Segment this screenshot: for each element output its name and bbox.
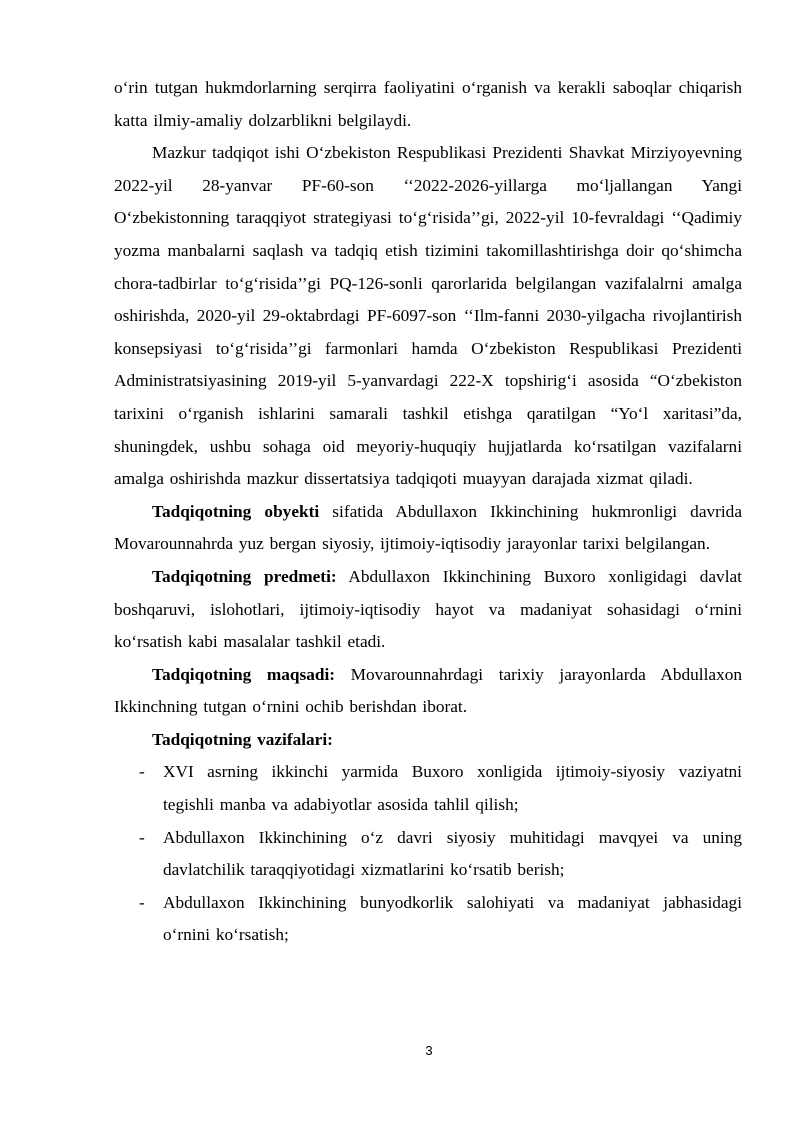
paragraph-research-object <box>114 496 742 561</box>
list-item-text: Abdullaxon Ikkinchining bunyodkorlik salohiyati va madaniyat jabhasidagi o‘rnini ko‘rsatish; <box>163 892 742 945</box>
document-body <box>114 72 742 952</box>
paragraph-text: sifatida Abdullaxon Ikkinchining hukmronligi davrida Movarounnahrda yuz bergan siyosiy, ijtimoiy-iqtisodiy jarayonlar tarixi belgilangan. <box>114 501 742 554</box>
paragraph-text: Mazkur tadqiqot ishi O‘zbekiston Respublikasi Prezidenti Shavkat Mirziyoyevning 2022-yil 28-yanvar PF-60-son ‘‘2022-2026-yillarga mo‘ljallangan Yangi O‘zbekistonning taraqqiyot strategiyasi to‘g‘risida’’gi, 2022-yil 10-fevraldagi ‘‘Qadimiy yozma manbalarni saqlash va tadqiq etish tizimini takomillashtirishga doir qo‘shimcha chora-tadbirlar to‘g‘risida’’gi PQ-126-sonli qarorlarida belgilangan vazifalalrni amalga oshirishda, 2020-yil 29-oktabrdagi PF-6097-son ‘‘Ilm-fanni 2030-yilgacha rivojlantirish konsepsiyasi to‘g‘risida’’gi farmonlari hamda O‘zbekiston Respublikasi Prezidenti Administratsiyasining 2019-yil 5-yanvardagi 222-X topshirig‘i asosida “O‘zbekiston tarixini o‘rganish ishlarini samarali tashkil etishga qaratilgan “Yo‘l xaritasi”da, shuningdek, ushbu sohaga oid meyoriy-huquqiy hujjatlarda ko‘rsatilgan vazifalarni amalga oshirishda mazkur dissertatsiya tadqiqoti muayyan darajada xizmat qiladi. <box>114 143 742 489</box>
paragraph-text: Movarounnahrdagi tarixiy jarayonlarda Abdullaxon Ikkinchning tutgan o‘rnini ochib berishdan iborat. <box>114 664 743 717</box>
paragraph-text: Abdullaxon Ikkinchining Buxoro xonligidagi davlat boshqaruvi, islohotlari, ijtimoiy-iqtisodiy hayot va madaniyat sohasidagi o‘rnini ko‘rsatish kabi masalalar tashkil etadi. <box>114 566 742 652</box>
list-item <box>114 822 742 887</box>
list-item-text: XVI asrning ikkinchi yarmida Buxoro xonligida ijtimoiy-siyosiy vaziyatni tegishli manba va adabiyotlar asosida tahlil qilish; <box>163 762 742 815</box>
list-bullet: - <box>139 892 145 912</box>
list-item <box>114 887 742 952</box>
paragraph-legal-basis <box>114 137 742 496</box>
paragraph-heading: Tadqiqotning vazifalari: <box>152 729 333 749</box>
paragraph-text: o‘rin tutgan hukmdorlarning serqirra faoliyatini o‘rganish va kerakli saboqlar chiqarish katta ilmiy-amaliy dolzarblikni belgilaydi. <box>114 78 742 130</box>
paragraph-research-subject <box>114 561 742 659</box>
page-number: 3 <box>425 1043 433 1058</box>
task-list <box>114 756 742 952</box>
paragraph-intro-continuation <box>114 72 742 137</box>
paragraph-heading: Tadqiqotning maqsadi: <box>152 664 336 684</box>
paragraph-heading: Tadqiqotning obyekti <box>152 501 320 521</box>
list-item <box>114 756 742 821</box>
list-item-text: Abdullaxon Ikkinchining o‘z davri siyosiy muhitidagi mavqyei va uning davlatchilik taraqqiyotidagi xizmatlarini ko‘rsatib berish; <box>163 827 742 880</box>
list-bullet: - <box>139 762 145 782</box>
paragraph-research-tasks-heading <box>114 724 742 757</box>
paragraph-heading: Tadqiqotning predmeti: <box>152 566 337 586</box>
paragraph-research-goal <box>114 659 742 724</box>
list-bullet: - <box>139 827 145 847</box>
